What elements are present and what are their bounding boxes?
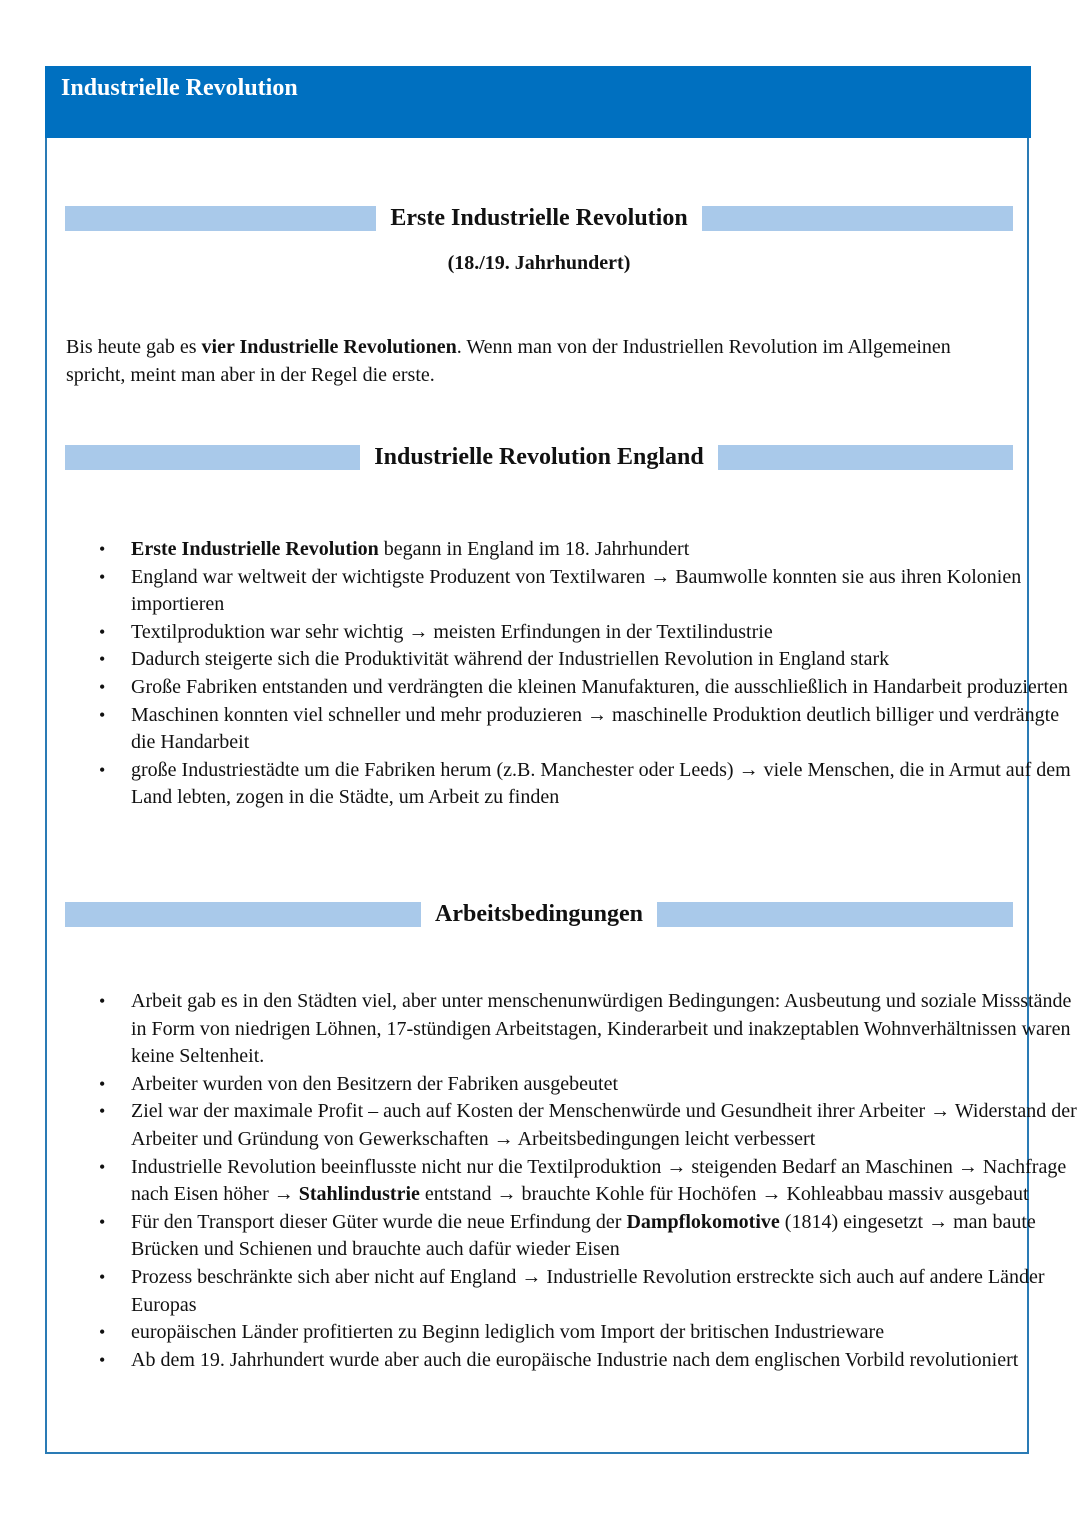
bullet-icon: • <box>99 539 106 559</box>
bullet-icon: • <box>99 1073 106 1094</box>
item-text: Große Fabriken entstanden und verdrängten die kleinen Manufakturen, die ausschließlich in Handarbeit produzierten <box>131 675 1068 698</box>
intro-bold: vier Industrielle Revolutionen <box>201 336 457 358</box>
item-text: Arbeiter wurden von den Besitzern der Fabriken ausgebeutet <box>131 1072 619 1095</box>
list-item <box>99 1098 1080 1153</box>
bullet-icon: • <box>99 1156 106 1177</box>
intro-text: Bis heute gab es <box>66 336 202 358</box>
item-text: große Industriestädte um die Fabriken herum (z.B. Manchester oder Leeds) → viele Menschen, die in Armut auf dem Land lebten, zogen in die Städte, um Arbeit zu finden <box>131 758 1071 809</box>
section-title: Arbeitsbedingungen <box>434 900 644 927</box>
bold-text: Stahlindustrie <box>298 1183 420 1206</box>
heading-bar-right <box>718 445 1013 470</box>
arbeit-bullet-list <box>66 988 1080 1374</box>
heading-bar-right <box>702 206 1013 231</box>
bullet-icon: • <box>99 1349 106 1370</box>
list-item <box>99 619 1080 647</box>
item-text: Ab dem 19. Jahrhundert wurde aber auch die europäische Industrie nach dem englischen Vorbild revolutioniert <box>131 1348 1019 1371</box>
list-item <box>99 757 1080 812</box>
bullet-icon: • <box>99 566 106 587</box>
intro-text: . Wenn man von der Industriellen Revolution im Allgemeinen spricht, meint man aber in der Regel die erste. <box>66 336 951 386</box>
list-item <box>99 536 1080 564</box>
item-text: Textilproduktion war sehr wichtig → meisten Erfindungen in der Textilindustrie <box>131 620 773 643</box>
item-text: England war weltweit der wichtigste Produzent von Textilwaren → Baumwolle konnten sie aus ihren Kolonien importieren <box>131 565 1022 616</box>
heading-bar-right <box>657 902 1013 927</box>
item-text: entstand → brauchte Kohle für Hochöfen → Kohleabbau massiv ausgebaut <box>419 1183 1029 1206</box>
list-item <box>99 988 1080 1071</box>
section-heading-arbeit <box>65 901 1013 927</box>
list-item <box>99 1347 1080 1375</box>
heading-bar-left <box>65 206 376 231</box>
item-text: Prozess beschränkte sich aber nicht auf England → Industrielle Revolution erstreckte sich auch auf andere Länder Europas <box>131 1265 1045 1316</box>
item-text: (1814) eingesetzt → man baute Brücken und Schienen und brauchte auch dafür wieder Eisen <box>131 1210 1036 1261</box>
item-text: Ziel war der maximale Profit – auch auf Kosten der Menschenwürde und Gesundheit ihrer Arbeiter → Widerstand der Arbeiter und Gründung von Gewerkschaften → Arbeitsbedingungen leicht verbessert <box>131 1100 1077 1150</box>
item-text: Industrielle Revolution beeinflusste nicht nur die Textilproduktion → steigenden Bedarf an Maschinen → Nachfrage nach Eisen höher → <box>131 1155 1067 1206</box>
bullet-icon: • <box>99 1266 106 1287</box>
section-subtitle: (18./19. Jahrhundert) <box>447 252 631 274</box>
section-title: Industrielle Revolution England <box>374 443 704 470</box>
england-bullet-list <box>66 536 1080 812</box>
item-text: Dadurch steigerte sich die Produktivität während der Industriellen Revolution in England stark <box>131 648 890 671</box>
heading-bar-left <box>65 902 421 927</box>
section-title: Erste Industrielle Revolution <box>390 204 688 231</box>
list-item <box>99 1319 1080 1347</box>
item-text: europäischen Länder profitierten zu Beginn lediglich vom Import der britischen Industrieware <box>131 1321 885 1344</box>
bullet-icon: • <box>99 649 106 670</box>
list-item <box>99 1071 1080 1099</box>
list-item <box>99 1264 1080 1319</box>
item-text: begann in England im 18. Jahrhundert <box>378 538 690 560</box>
list-item <box>99 674 1080 702</box>
bullet-icon: • <box>99 1211 106 1232</box>
list-item <box>99 1154 1080 1209</box>
bullet-icon: • <box>99 759 106 780</box>
list-item <box>99 1209 1080 1264</box>
item-text: Für den Transport dieser Güter wurde die neue Erfindung der <box>131 1210 627 1233</box>
item-text: Maschinen konnten viel schneller und mehr produzieren → maschinelle Produktion deutlich billiger und verdrängte die Handarbeit <box>131 703 1060 754</box>
bullet-icon: • <box>99 676 106 697</box>
section-heading-england <box>65 444 1013 470</box>
bullet-icon: • <box>99 1322 106 1343</box>
heading-bar-left <box>65 445 360 470</box>
bullet-icon: • <box>99 621 106 642</box>
item-text: Arbeit gab es in den Städten viel, aber unter menschenunwürdigen Bedingungen: Ausbeutung und soziale Missstände in Form von niedrigen Löhnen, 17-stündigen Arbeitstagen, Kinderarbeit und inakzeptablen Wohnverhältnissen waren keine Seltenheit. <box>131 990 1072 1068</box>
document-title: Industrielle Revolution <box>61 75 298 101</box>
bullet-icon: • <box>99 1101 106 1122</box>
list-item <box>99 646 1080 674</box>
bullet-icon: • <box>99 704 106 725</box>
list-item <box>99 702 1080 757</box>
document-header <box>45 66 1031 138</box>
bullet-icon: • <box>99 991 106 1011</box>
bold-text: Erste Industrielle Revolution <box>131 538 379 560</box>
intro-paragraph <box>66 333 966 389</box>
bold-text: Dampflokomotive <box>626 1210 780 1233</box>
list-item <box>99 564 1080 619</box>
section-heading-erste <box>65 205 1013 231</box>
